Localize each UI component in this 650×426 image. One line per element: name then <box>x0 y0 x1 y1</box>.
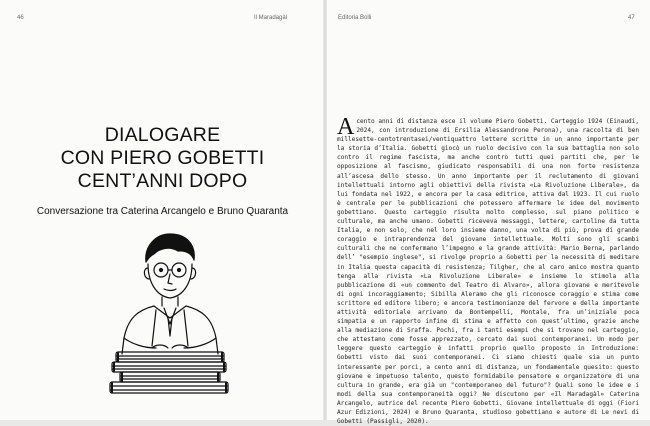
right-page <box>325 0 650 426</box>
page-number-right: 47 <box>628 15 635 21</box>
article-subtitle: Conversazione tra Caterina Arcangelo e Bruno Quaranta <box>36 206 289 217</box>
title-line: CON PIERO GOBETTI <box>60 147 265 169</box>
body-paragraph: cento anni di distanza esce il volume Piero Gobetti. Carteggio 1924 (Einaudi, 2024, con introduzione di Ersilia Alessandrone Perona), una raccolta di ben millesette-centotrentasei/ventiquattro lettere scritte in un anno importante per la storia d’Italia. Gobetti giocò un ruolo decisivo con la sua battaglia non solo contro il regime fascista, ma anche contro tutti quei partiti che, per le opposizione al fascismo, giudicato responsabili di una non forte resistenza all’ascesa dello stesso. Un anno importante per il reclutamento di giovani intellettuali intorno agli obiettivi della rivista «La Rivoluzione Liberale», da lui fondata nel 1922, e ancora per la casa editrice, attiva dal 1923. Il cui ruolo è centrale per le pubblicazioni che potessero affermare le idee del movimento gobettiano. Questo carteggio risulta molto complesso, sul piano politico e culturale, ma anche umano. Gobetti riceveva messaggi, lettere, cartoline da tutta Italia, e non solo, che nel loro insieme danno, una volta di più, prova di grande coraggio e intraprendenza del giovane intellettuale. Molti sono gli scambi culturali che ne confermano l’impegno e la grande attività: Mario Berna, parlando dell’ "esempio inglese", si rivolge proprio a Gobetti per la necessità di meditare in Italia questa capacità di resistenza; Tilgher, che al caro amico mostra quanto tenga alla rivista «La Rivoluzione Liberale» e insieme lo stimola alla pubblicazione di «un commento del Teatro di Alvaro», allora giovane e meritevole di ogni incoraggiamento; Sibilla Aleramo che gli riconosce coraggio e stima come scrittore ed editore libero; e ancora testimonianze del fervore e della importante attività editoriale arrivano da Bontempelli, Montale, fra un’iniziale poca simpatia e un rapporto infine di stima e affetto con quest’ultimo, grazie anche alla mediazione di Sraffa. Pochi, fra i tanti esempi che si trovano nel carteggio, che attestano come fosse apprezzato, cercato dai suoi contemporanei. Un modo per leggere questo carteggio è infatti proprio quello proposto in Introduzione: Gobetti visto dai suoi contemporanei. Ci siamo chiesti quale sia un punto interessante per porci, a cento anni di distanza, un fondamentale quesito: questo giovane e impetuoso talento, questo formidabile pensatore e organizzatore di una cultura in grande, era già un "contemporaneo del futuro"? Quali sono le idee e i modi della sua contemporaneità oggi? Ne discutono per «Il Maradagàl» Caterina Arcangelo, autrice del recente Piero Gobetti. Giovane intellettuale di oggi (Fiori Azur Edizioni, 2024) e Bruno Quaranta, studioso gobettiano e autore di Le nevi di Gobetti (Passigli, 2020). <box>337 118 639 426</box>
article-body <box>337 114 639 426</box>
page-number-left: 46 <box>17 15 24 21</box>
title-line: DIALOGARE <box>104 124 221 146</box>
article-title <box>0 124 325 193</box>
left-page <box>0 0 325 420</box>
drop-cap: A <box>337 114 355 140</box>
running-head-left: Il Maradagàl <box>254 15 288 21</box>
title-line: CENT’ANNI DOPO <box>77 170 248 192</box>
gobetti-portrait-illustration <box>94 226 244 404</box>
running-head-right: Editoria Bolli <box>338 15 372 21</box>
